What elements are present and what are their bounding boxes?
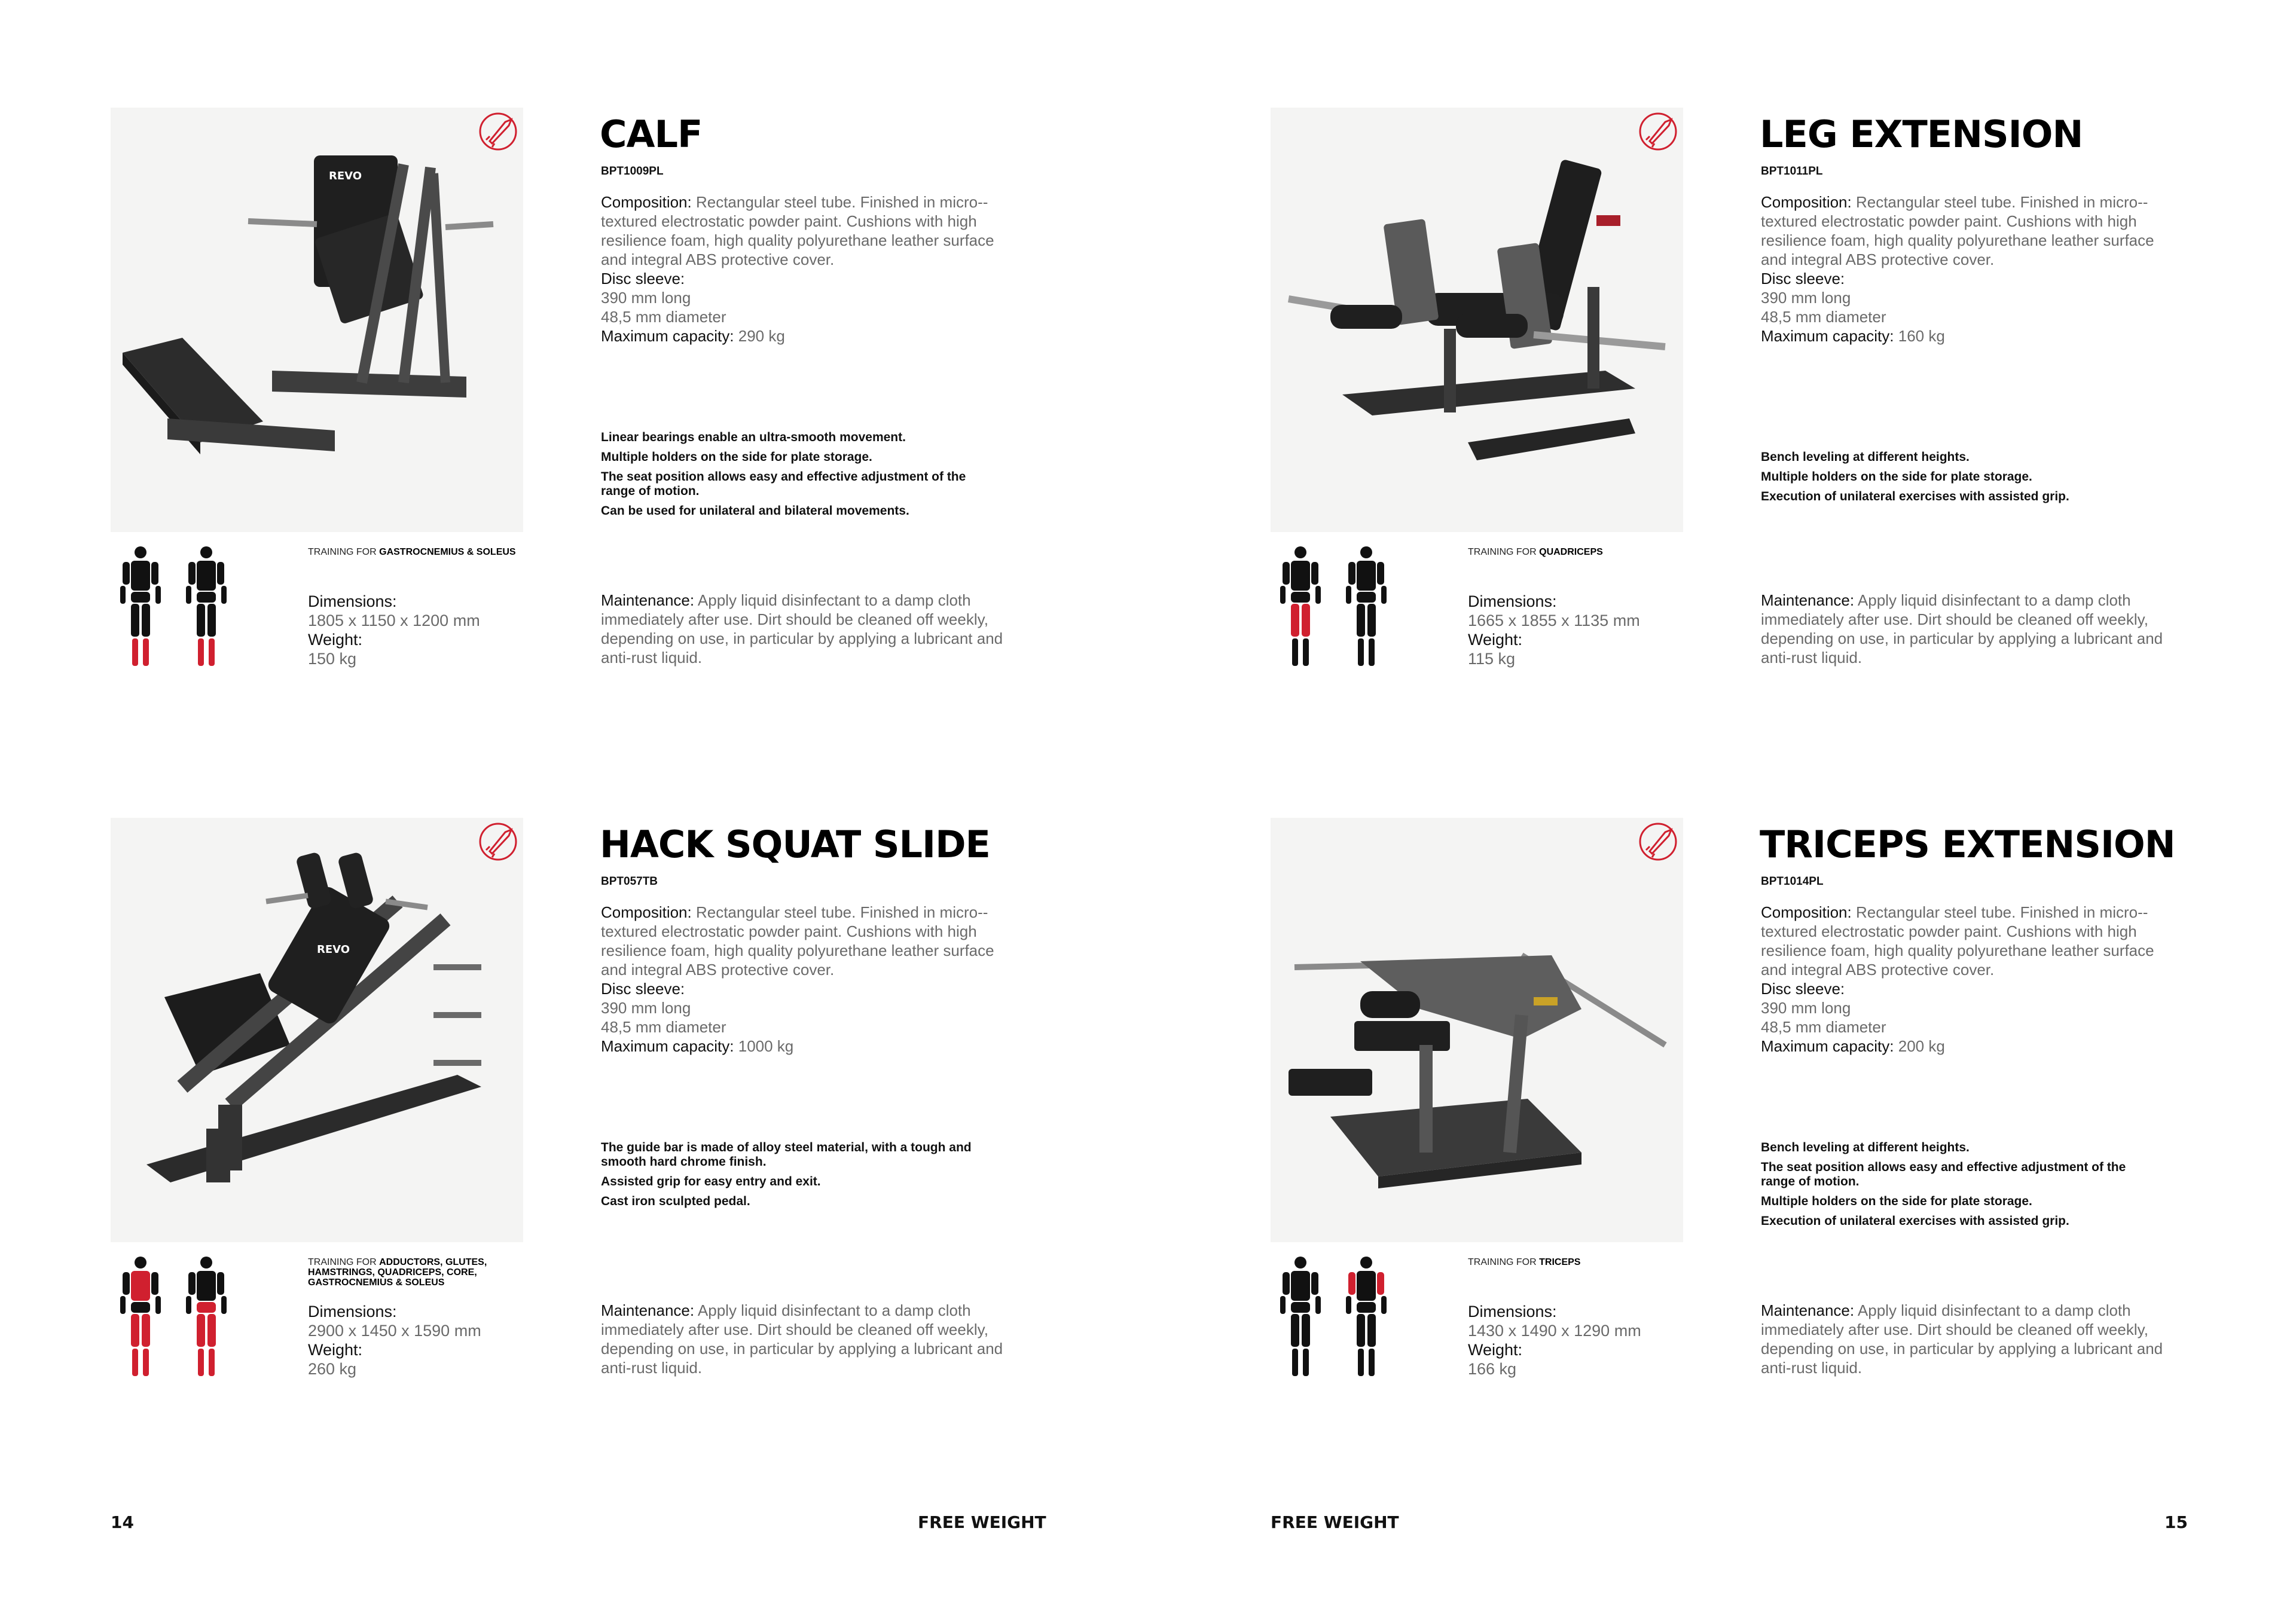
feature-item: Execution of unilateral exercises with assisted grip. <box>1761 490 2069 503</box>
maintenance-label: Maintenance: <box>601 1301 695 1319</box>
capacity-label: Maximum capacity: <box>1761 1037 1894 1055</box>
weight-value: 166 kg <box>1468 1360 1517 1378</box>
dimensions-label: Dimensions: <box>308 1303 397 1321</box>
feature-list <box>1761 450 2155 509</box>
composition-text: Rectangular steel tube. Finished in micro--textured electrostatic powder paint. Cushions with high resilience foam, high quality polyurethane leather surface and integral ABS protective cover. <box>1761 903 2154 979</box>
composition-label: Composition: <box>1761 903 1852 921</box>
maintenance <box>601 591 1019 667</box>
product-code: BPT1009PL <box>601 165 664 178</box>
custom-rocket-icon <box>477 818 524 866</box>
maintenance-text: Apply liquid disinfectant to a damp cloth immediately after use. Dirt should be cleaned off weekly, depending on use, in particular by applying a lubricant and anti-rust liquid. <box>601 591 1003 667</box>
feature-item: Execution of unilateral exercises with assisted grip. <box>1761 1214 2069 1228</box>
feature-item: Multiple holders on the side for plate storage. <box>1761 1194 2032 1208</box>
maintenance <box>1761 1301 2179 1377</box>
maintenance-label: Maintenance: <box>1761 591 1855 609</box>
custom-rocket-icon <box>1636 818 1684 866</box>
product-leg-extension <box>1271 108 2191 705</box>
dimensions-value: 1665 x 1855 x 1135 mm <box>1468 612 1640 629</box>
custom-rocket-icon <box>1636 108 1684 155</box>
training-muscles: QUADRICEPS <box>1539 547 1603 557</box>
product-photo-triceps-extension <box>1271 818 1683 1242</box>
body-front-figure <box>1280 1257 1321 1376</box>
disc-diameter: 48,5 mm diameter <box>601 1018 726 1036</box>
disc-diameter: 48,5 mm diameter <box>1761 308 1886 326</box>
capacity <box>601 326 1019 346</box>
composition-text: Rectangular steel tube. Finished in micro--textured electrostatic powder paint. Cushions with high resilience foam, high quality polyurethane leather surface and integral ABS protective cover. <box>601 903 994 979</box>
capacity-value: 290 kg <box>738 327 785 345</box>
page-number-left: 14 <box>111 1512 134 1532</box>
maintenance <box>1761 591 2179 667</box>
product-photo-calf <box>111 108 523 532</box>
feature-item: Bench leveling at different heights. <box>1761 450 1970 464</box>
capacity <box>1761 1037 2179 1056</box>
custom-rocket-icon <box>477 108 524 155</box>
feature-item: The guide bar is made of alloy steel material, with a tough and smooth hard chrome finish. <box>601 1141 972 1169</box>
product-title: HACK SQUAT SLIDE <box>600 823 990 866</box>
dimensions-value: 2900 x 1450 x 1590 mm <box>308 1322 481 1340</box>
composition <box>601 192 1019 269</box>
page-number-right: 15 <box>2164 1512 2188 1532</box>
feature-item: Linear bearings enable an ultra-smooth movement. <box>601 430 906 444</box>
feature-item: Bench leveling at different heights. <box>1761 1141 1970 1154</box>
feature-item: Can be used for unilateral and bilateral movements. <box>601 504 909 518</box>
training-for <box>308 1257 535 1288</box>
product-title: CALF <box>600 112 703 156</box>
muscle-diagram <box>1271 1254 1402 1380</box>
product-code: BPT057TB <box>601 875 658 888</box>
product-hack-squat-slide <box>111 818 1031 1416</box>
product-title: LEG EXTENSION <box>1760 112 2083 156</box>
capacity-label: Maximum capacity: <box>601 1037 734 1055</box>
feature-item: Multiple holders on the side for plate storage. <box>1761 470 2032 484</box>
feature-item: The seat position allows easy and effective adjustment of the range of motion. <box>1761 1160 2126 1188</box>
body-back-figure <box>186 546 227 666</box>
feature-list <box>1761 1141 2155 1234</box>
weight-value: 260 kg <box>308 1360 357 1378</box>
spec-block <box>1761 192 2179 346</box>
body-back-figure <box>1346 1257 1387 1376</box>
training-prefix: TRAINING FOR <box>308 547 377 557</box>
product-photo-leg-extension <box>1271 108 1683 532</box>
maintenance-text: Apply liquid disinfectant to a damp cloth immediately after use. Dirt should be cleaned off weekly, depending on use, in particular by applying a lubricant and anti-rust liquid. <box>601 1301 1003 1377</box>
dimensions-block <box>308 1302 481 1379</box>
dimensions-label: Dimensions: <box>1468 592 1557 610</box>
capacity <box>601 1037 1019 1056</box>
revo-logo-text: REVO <box>329 170 362 182</box>
training-prefix: TRAINING FOR <box>1468 1257 1537 1267</box>
training-muscles: GASTROCNEMIUS & SOLEUS <box>379 547 516 557</box>
feature-list <box>601 430 996 524</box>
dimensions-label: Dimensions: <box>1468 1303 1557 1321</box>
composition-label: Composition: <box>1761 193 1852 211</box>
capacity-value: 200 kg <box>1898 1037 1945 1055</box>
training-for <box>1468 547 1695 557</box>
capacity-value: 1000 kg <box>738 1037 794 1055</box>
composition <box>1761 192 2179 269</box>
feature-item: Multiple holders on the side for plate storage. <box>601 450 872 464</box>
muscle-diagram <box>111 1254 242 1380</box>
training-muscles: TRICEPS <box>1539 1257 1581 1267</box>
spec-block <box>1761 903 2179 1056</box>
disc-diameter: 48,5 mm diameter <box>601 308 726 326</box>
composition-label: Composition: <box>601 193 692 211</box>
weight-value: 150 kg <box>308 650 357 668</box>
dimensions-block <box>1468 592 1640 668</box>
capacity-label: Maximum capacity: <box>1761 327 1894 345</box>
capacity-label: Maximum capacity: <box>601 327 734 345</box>
composition-text: Rectangular steel tube. Finished in micro--textured electrostatic powder paint. Cushions with high resilience foam, high quality polyurethane leather surface and integral ABS protective cover. <box>1761 193 2154 268</box>
disc-length: 390 mm long <box>601 289 691 307</box>
weight-label: Weight: <box>308 631 363 649</box>
weight-value: 115 kg <box>1468 650 1516 668</box>
capacity <box>1761 326 2179 346</box>
spec-block <box>601 192 1019 346</box>
maintenance-text: Apply liquid disinfectant to a damp cloth immediately after use. Dirt should be cleaned off weekly, depending on use, in particular by applying a lubricant and anti-rust liquid. <box>1761 1301 2163 1377</box>
weight-label: Weight: <box>1468 1341 1523 1359</box>
feature-list <box>601 1141 996 1214</box>
product-code: BPT1014PL <box>1761 875 1824 888</box>
feature-item: Cast iron sculpted pedal. <box>601 1194 750 1208</box>
disc-sleeve-label: Disc sleeve: <box>601 270 685 288</box>
training-prefix: TRAINING FOR <box>308 1257 377 1267</box>
product-calf <box>111 108 1031 705</box>
capacity-value: 160 kg <box>1898 327 1945 345</box>
footer-section-right: FREE WEIGHT <box>1271 1512 1399 1532</box>
product-triceps-extension <box>1271 818 2191 1416</box>
product-title: TRICEPS EXTENSION <box>1760 823 2175 866</box>
maintenance-label: Maintenance: <box>601 591 695 609</box>
body-back-figure <box>186 1257 227 1376</box>
feature-item: The seat position allows easy and effective adjustment of the range of motion. <box>601 470 966 498</box>
disc-sleeve-label: Disc sleeve: <box>1761 270 1845 288</box>
maintenance-label: Maintenance: <box>1761 1301 1855 1319</box>
product-code: BPT1011PL <box>1761 165 1823 178</box>
muscle-diagram <box>1271 544 1402 670</box>
composition-label: Composition: <box>601 903 692 921</box>
training-for <box>308 547 535 557</box>
disc-length: 390 mm long <box>1761 289 1851 307</box>
body-back-figure <box>1346 546 1387 666</box>
dimensions-block <box>308 592 480 668</box>
body-front-figure <box>1280 546 1321 666</box>
training-muscles: ADDUCTORS, GLUTES, HAMSTRINGS, QUADRICEPS, CORE, GASTROCNEMIUS & SOLEUS <box>308 1257 487 1288</box>
composition-text: Rectangular steel tube. Finished in micro--textured electrostatic powder paint. Cushions with high resilience foam, high quality polyurethane leather surface and integral ABS protective cover. <box>601 193 994 268</box>
product-photo-hack-squat-slide <box>111 818 523 1242</box>
maintenance-text: Apply liquid disinfectant to a damp cloth immediately after use. Dirt should be cleaned off weekly, depending on use, in particular by applying a lubricant and anti-rust liquid. <box>1761 591 2163 667</box>
feature-item: Assisted grip for easy entry and exit. <box>601 1175 821 1188</box>
training-for <box>1468 1257 1695 1267</box>
disc-length: 390 mm long <box>601 999 691 1017</box>
dimensions-value: 1805 x 1150 x 1200 mm <box>308 612 480 629</box>
footer-section-left: FREE WEIGHT <box>918 1512 1046 1532</box>
disc-diameter: 48,5 mm diameter <box>1761 1018 1886 1036</box>
composition <box>601 903 1019 979</box>
dimensions-value: 1430 x 1490 x 1290 mm <box>1468 1322 1641 1340</box>
composition <box>1761 903 2179 979</box>
dimensions-block <box>1468 1302 1641 1379</box>
spec-block <box>601 903 1019 1056</box>
training-prefix: TRAINING FOR <box>1468 547 1537 557</box>
weight-label: Weight: <box>308 1341 363 1359</box>
body-front-figure <box>120 546 161 666</box>
dimensions-label: Dimensions: <box>308 592 397 610</box>
body-front-figure <box>120 1257 161 1376</box>
maintenance <box>601 1301 1019 1377</box>
disc-sleeve-label: Disc sleeve: <box>1761 980 1845 998</box>
weight-label: Weight: <box>1468 631 1523 649</box>
muscle-diagram <box>111 544 242 670</box>
disc-length: 390 mm long <box>1761 999 1851 1017</box>
revo-logo-text: REVO <box>317 943 350 956</box>
disc-sleeve-label: Disc sleeve: <box>601 980 685 998</box>
